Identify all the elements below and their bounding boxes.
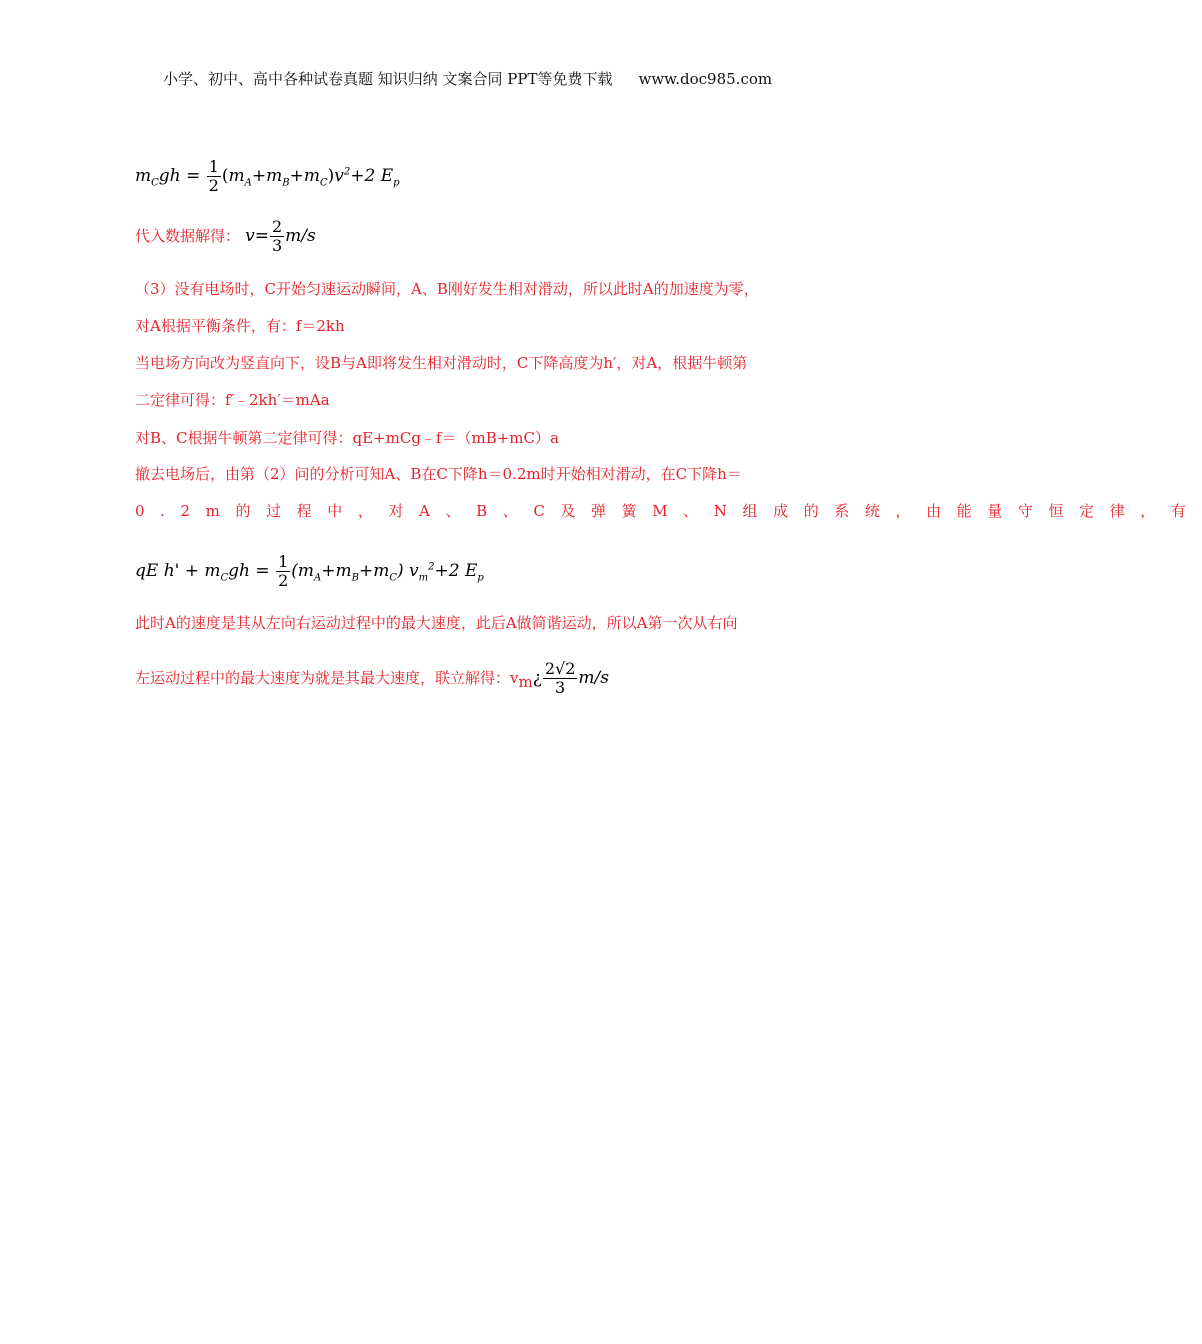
para-line-7: 0.2m的过程中，对A、B、C及弹簧M、N组成的系统，由能量守恒定律，有 [135, 502, 1202, 520]
final-line: 左运动过程中的最大速度为就是其最大速度，联立解得：$v_m¿$ $\frac{2√2}{3}$ m/s [135, 659, 609, 697]
result-velocity: 代入数据解得： v= $\frac{2}{3}$ m/s [135, 217, 316, 255]
para-line-4: 二定律可得：f′﹣2kh′＝mAa [135, 391, 330, 409]
fraction-half: $\frac{1}{2}$ [208, 157, 219, 195]
equation-energy-1: $m_Cgℎ$ = $\frac{1}{2}$ $(m_A+m_B+m_C)v^2+2$ $E_p$ [135, 157, 400, 195]
header-text: 小学、初中、高中各种试卷真题 知识归纳 文案合同 PPT等免费下载 [163, 70, 613, 88]
header-site: www.doc985.com [638, 70, 773, 88]
equation-energy-2: qE ℎ' + $m_Cgℎ$ = $\frac{1}{2}$ $(m_A+m_B+m_C)$ $v_m^2+2$ $E_p$ [135, 552, 484, 590]
para-line-1: （3）没有电场时，C开始匀速运动瞬间，A、B刚好发生相对滑动，所以此时A的加速度为零， [135, 280, 759, 298]
para-line-3: 当电场方向改为竖直向下，设B与A即将发生相对滑动时，C下降高度为h′，对A，根据牛顿第 [135, 354, 748, 372]
para-line-5: 对B、C根据牛顿第二定律可得：qE+mCg﹣f＝（mB+mC）a [135, 429, 559, 447]
fraction-result: $\frac{2√2}{3}$ [544, 659, 576, 697]
para-line-6: 撤去电场后，由第（2）问的分析可知A、B在C下降h＝0.2m时开始相对滑动，在C下降h＝ [135, 465, 742, 483]
para-line-9: 左运动过程中的最大速度为就是其最大速度，联立解得： [135, 669, 511, 687]
page-header [163, 68, 772, 89]
para-line-2: 对A根据平衡条件，有：f＝2kh [135, 317, 345, 335]
para-line-8: 此时A的速度是其从左向右运动过程中的最大速度，此后A做简谐运动，所以A第一次从右向 [135, 614, 738, 632]
